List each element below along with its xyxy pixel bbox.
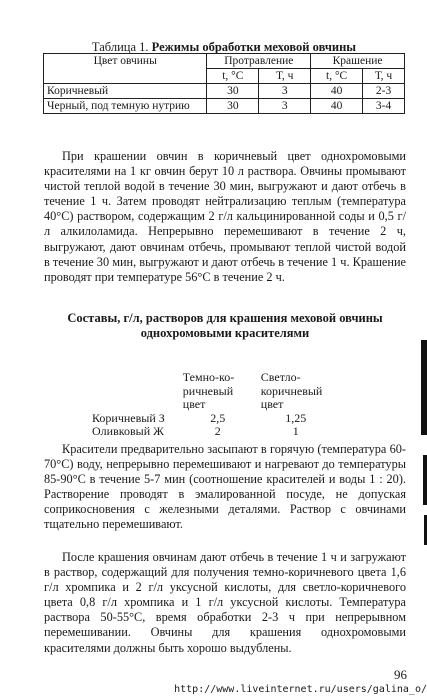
paragraph-post-dyeing: После крашения овчинам дают отбечь в течение 1 ч и загружают в раствор, содержащий для получения темно-коричневого цвета 1,6 г/л хромпика и 2 г/л уксусной кислоты, для светло-коричневого цвета 0,8 г/л хромпика и 1 г/л уксусной кислоты. Температура раствора 50-55°С, время обработки 2-3 ч при непрерывном перемешивании. Овчины для крашения однохромовыми красителями должны быть хорошо выдублены. — [44, 550, 406, 655]
row-time-2: 3-4 — [363, 99, 405, 114]
dye-name: Оливковый Ж — [92, 424, 164, 438]
table-caption-title: Режимы обработки меховой овчины — [151, 40, 357, 54]
header-time-1: Т, ч — [259, 69, 311, 84]
header-dark-brown — [179, 371, 257, 412]
compositions-table — [88, 371, 335, 439]
table-header-row — [44, 54, 405, 69]
dye-light-value: 1,25 — [285, 410, 307, 425]
processing-modes-table — [43, 53, 405, 114]
header-time-2: Т, ч — [363, 69, 405, 84]
header-line: цвет — [182, 397, 206, 411]
table-row — [88, 412, 335, 426]
dye-light-value: 1 — [292, 424, 299, 438]
dye-name: Коричневый З — [92, 410, 165, 425]
table-caption — [44, 40, 404, 54]
header-temp-2: t, °С — [311, 69, 363, 84]
compositions-header-row — [88, 371, 335, 412]
dye-dark-value: 2,5 — [210, 410, 226, 425]
section-heading: Составы, г/л, растворов для крашения меховой овчины однохромовыми красителями — [67, 311, 383, 340]
table-caption-number: Таблица 1. — [91, 40, 149, 54]
row-time-1: 3 — [259, 84, 311, 99]
header-line: Светло- — [260, 370, 301, 384]
row-temp-2: 40 — [311, 99, 363, 114]
header-color: Цвет овчины — [44, 54, 207, 84]
table-row — [44, 84, 405, 99]
header-line: цвет — [260, 397, 284, 411]
header-light-brown — [257, 371, 335, 412]
header-line: коричневый — [260, 383, 323, 398]
table-row — [44, 99, 405, 114]
source-url[interactable]: http://www.liveinternet.ru/users/galina_o/ — [174, 684, 427, 695]
row-time-1: 3 — [259, 99, 311, 114]
table-row — [88, 425, 335, 439]
header-temp-1: t, °С — [207, 69, 259, 84]
header-line: ричневый — [182, 383, 234, 398]
header-mordanting: Протравление — [207, 54, 311, 69]
row-time-2: 2-3 — [363, 84, 405, 99]
scan-shadow — [421, 340, 427, 435]
header-line: Темно-ко- — [182, 370, 235, 384]
paragraph-dye-preparation: Красители предварительно засыпают в горячую (температура 60-70°С) воду, непрерывно перемешивают и нагревают до температуры 85-90°С в течение 5-7 мин (соотношение красителей и воды 1 : 20). Растворение проводят в эмалированной посуде, не допуская соприкосновения с железными деталями. Раствор с овчинами тщательно перемешивают. — [44, 442, 406, 532]
paragraph-dyeing-procedure: При крашении овчин в коричневый цвет однохромовыми красителями на 1 кг овчин берут 10 л раствора. Овчины промывают чистой теплой водой в течение 30 мин, выгружают и дают отбечь в течение 1 ч. Затем проводят нейтрализацию теплым (температура 40°С) раствором, содержащим 2 г/л кальцинированной соды и 0,5 г/л алкилоламида. Непрерывно перемешивают в течение 2 ч, выгружают, дают овчинам отбечь, промывают теплой чистой водой в течение 30 мин, выгружают и дают отбечь в течение 1 ч. Крашение проводят при температуре 56°С в течение 2 ч. — [44, 149, 406, 284]
dye-dark-value: 2 — [214, 424, 221, 438]
compositions-header-blank — [88, 371, 179, 412]
header-dyeing: Крашение — [311, 54, 405, 69]
row-color: Черный, под темную нутрию — [44, 99, 207, 114]
scan-shadow — [423, 455, 427, 505]
row-temp-2: 40 — [311, 84, 363, 99]
row-temp-1: 30 — [207, 84, 259, 99]
row-color: Коричневый — [44, 84, 207, 99]
row-temp-1: 30 — [207, 99, 259, 114]
page-number: 96 — [394, 667, 407, 682]
